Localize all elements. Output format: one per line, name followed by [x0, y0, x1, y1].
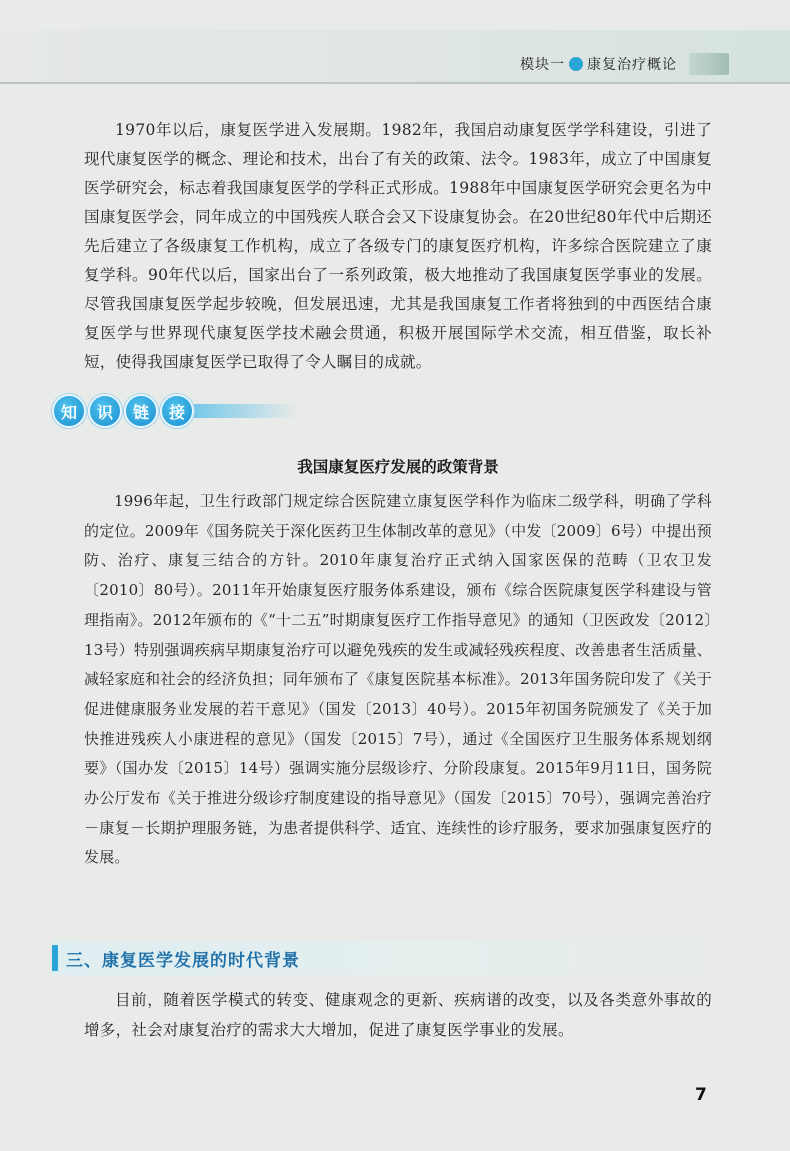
module-label: 模块一	[520, 57, 565, 73]
header-tab-decoration	[689, 53, 729, 75]
badge-char-4: 接	[160, 394, 194, 428]
chapter-title: 康复治疗概论	[587, 57, 677, 73]
running-head	[520, 52, 729, 76]
section-paragraph: 目前，随着医学模式的转变、健康观念的更新、疾病谱的改变，以及各类意外事故的增多，社会对康复治疗的需求大大增加，促进了康复医学事业的发展。	[84, 991, 712, 1039]
knowledge-link-body: 1996年起，卫生行政部门规定综合医院建立康复医学科作为临床二级学科，明确了学科的定位。2009年《国务院关于深化医药卫生体制改革的意见》（中发〔2009〕6号）中提出预防、治疗、康复三结合的方针。2010年康复治疗正式纳入国家医保的范畴（卫农卫发〔2010〕80号）。2011年开始康复医疗服务体系建设，颁布《综合医院康复医学科建设与管理指南》。2012年颁布的《“十二五”时期康复医疗工作指导意见》的通知（卫医政发〔2012〕13号）特别强调疾病早期康复治疗可以避免残疾的发生或减轻残疾程度、改善患者生活质量、减轻家庭和社会的经济负担；同年颁布了《康复医院基本标准》。2013年国务院印发了《关于促进健康服务业发展的若干意见》（国发〔2013〕40号）。2015年初国务院颁发了《关于加快推进残疾人小康进程的意见》（国发〔2015〕7号），通过《全国医疗卫生服务体系规划纲要》（国办发〔2015〕14号）强调实施分层级诊疗、分阶段康复。2015年9月11日，国务院办公厅发布《关于推进分级诊疗制度建设的指导意见》（国发〔2015〕70号），强调完善治疗－康复－长期护理服务链，为患者提供科学、适宜、连续性的诊疗服务，要求加强康复医疗的发展。	[84, 492, 712, 867]
knowledge-link-title: 我国康复医疗发展的政策背景	[297, 458, 499, 476]
section-heading-text: 三、康复医学发展的时代背景	[66, 950, 300, 971]
bullet-dot-icon	[569, 57, 583, 71]
badge-char-1: 知	[52, 394, 86, 428]
section-heading-bar	[52, 945, 58, 971]
badge-char-3: 链	[124, 394, 158, 428]
intro-paragraph: 1970年以后，康复医学进入发展期。1982年，我国启动康复医学学科建设，引进了现代康复医学的概念、理论和技术，出台了有关的政策、法令。1983年，成立了中国康复医学研究会，标志着我国康复医学的学科正式形成。1988年中国康复医学研究会更名为中国康复医学会，同年成立的中国残疾人联合会又下设康复协会。在20世纪80年代中后期还先后建立了各级康复工作机构，成立了各级专门的康复医疗机构，许多综合医院建立了康复学科。90年代以后，国家出台了一系列政策，极大地推动了我国康复医学事业的发展。尽管我国康复医学起步较晚，但发展迅速，尤其是我国康复工作者将独到的中西医结合康复医学与世界现代康复医学技术融会贯通，积极开展国际学术交流，相互借鉴，取长补短，使得我国康复医学已取得了令人瞩目的成就。	[84, 121, 712, 371]
badge-char-2: 识	[88, 394, 122, 428]
section-heading	[52, 941, 732, 975]
badge-tail-decoration	[188, 404, 298, 418]
header-rule	[0, 82, 790, 84]
knowledge-link-badge	[52, 393, 298, 429]
page-number: 7	[695, 1085, 707, 1105]
